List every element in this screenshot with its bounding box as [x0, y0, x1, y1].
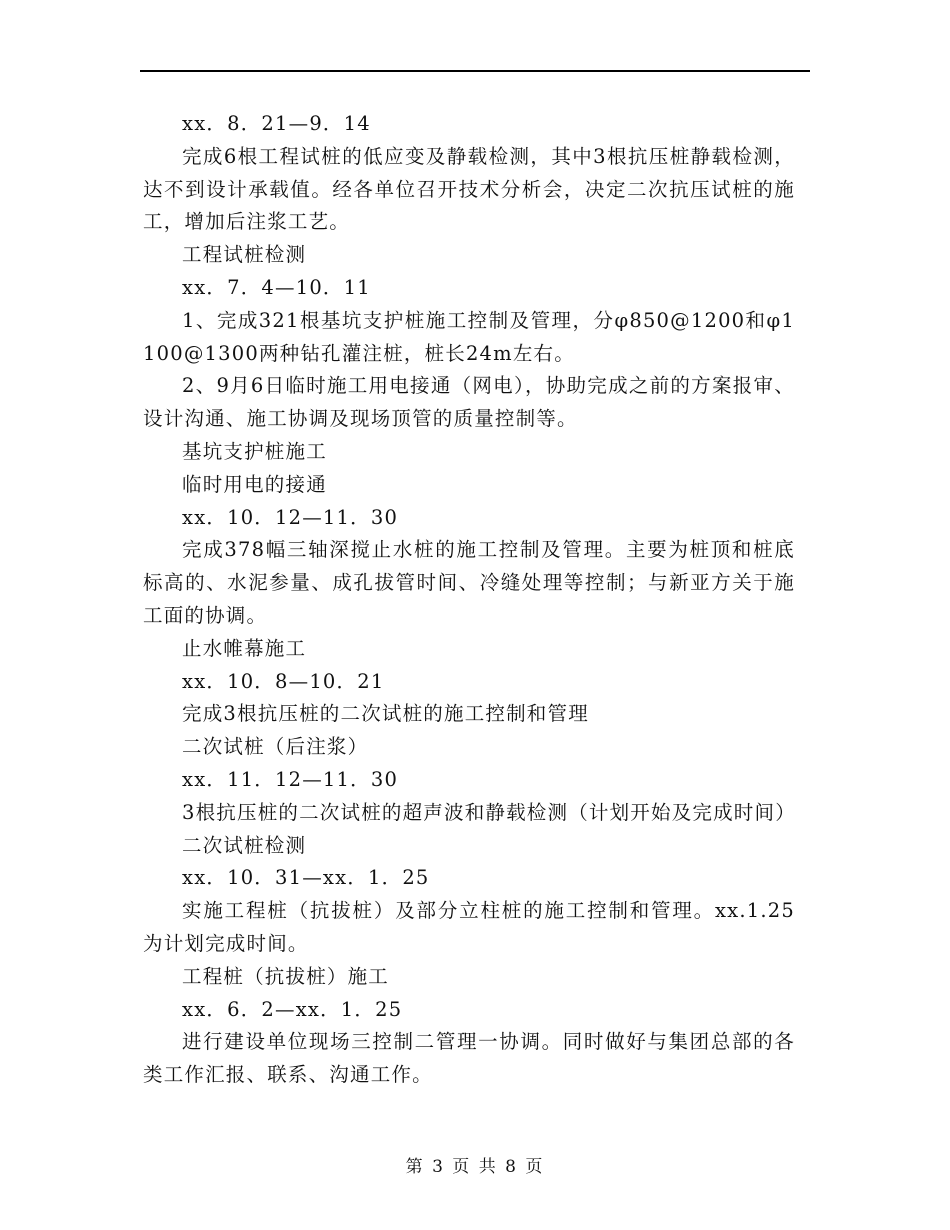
paragraph: 完成6根工程试桩的低应变及静载检测，其中3根抗压桩静载检测，达不到设计承载值。经各单位召开技术分析会，决定二次抗压试桩的施工，增加后注浆工艺。: [143, 144, 795, 234]
paragraph: 完成378幅三轴深搅止水桩的施工控制及管理。主要为桩顶和桩底标高的、水泥参量、成孔拔管时间、冷缝处理等控制；与新亚方关于施工面的协调。: [143, 538, 795, 627]
paragraph: 工程桩（抗拔桩）施工: [182, 964, 390, 988]
paragraph: 临时用电的接通: [182, 472, 327, 496]
paragraph: xx．10．8—10．21: [182, 669, 385, 693]
page-footer: 第 3 页 共 8 页: [405, 1157, 545, 1177]
paragraph: xx．10．31—xx．1．25: [182, 866, 430, 890]
paragraph: 1、完成321根基坑支护桩施工控制及管理，分φ850@1200和φ1100@1300两种钻孔灌注桩，桩长24m左右。: [143, 308, 795, 365]
paragraph: 基坑支护桩施工: [182, 439, 327, 463]
paragraph: 实施工程桩（抗拔桩）及部分立柱桩的施工控制和管理。xx.1.25为计划完成时间。: [143, 899, 795, 955]
paragraph: 止水帷幕施工: [182, 636, 307, 660]
paragraph: 二次试桩检测: [182, 833, 307, 857]
paragraph: xx．8．21—9．14: [182, 112, 371, 135]
paragraph: 工程试桩检测: [182, 243, 307, 267]
paragraph: xx．11．12—11．30: [182, 767, 399, 791]
document-body: [143, 108, 795, 1092]
paragraph: 2、9月6日临时施工用电接通（网电），协助完成之前的方案报审、设计沟通、施工协调及现场顶管的质量控制等。: [143, 374, 795, 431]
paragraph: 完成3根抗压桩的二次试桩的施工控制和管理: [182, 702, 589, 726]
header-rule: [140, 70, 810, 72]
paragraph: 进行建设单位现场三控制二管理一协调。同时做好与集团总部的各类工作汇报、联系、沟通工作。: [143, 1030, 795, 1087]
paragraph: xx．6．2—xx．1．25: [182, 997, 403, 1021]
paragraph: 3根抗压桩的二次试桩的超声波和静载检测（计划开始及完成时间）: [182, 800, 796, 824]
paragraph: xx．7．4—10．11: [182, 275, 371, 299]
paragraph: 二次试桩（后注浆）: [182, 735, 369, 759]
paragraph: xx．10．12—11．30: [182, 505, 399, 529]
